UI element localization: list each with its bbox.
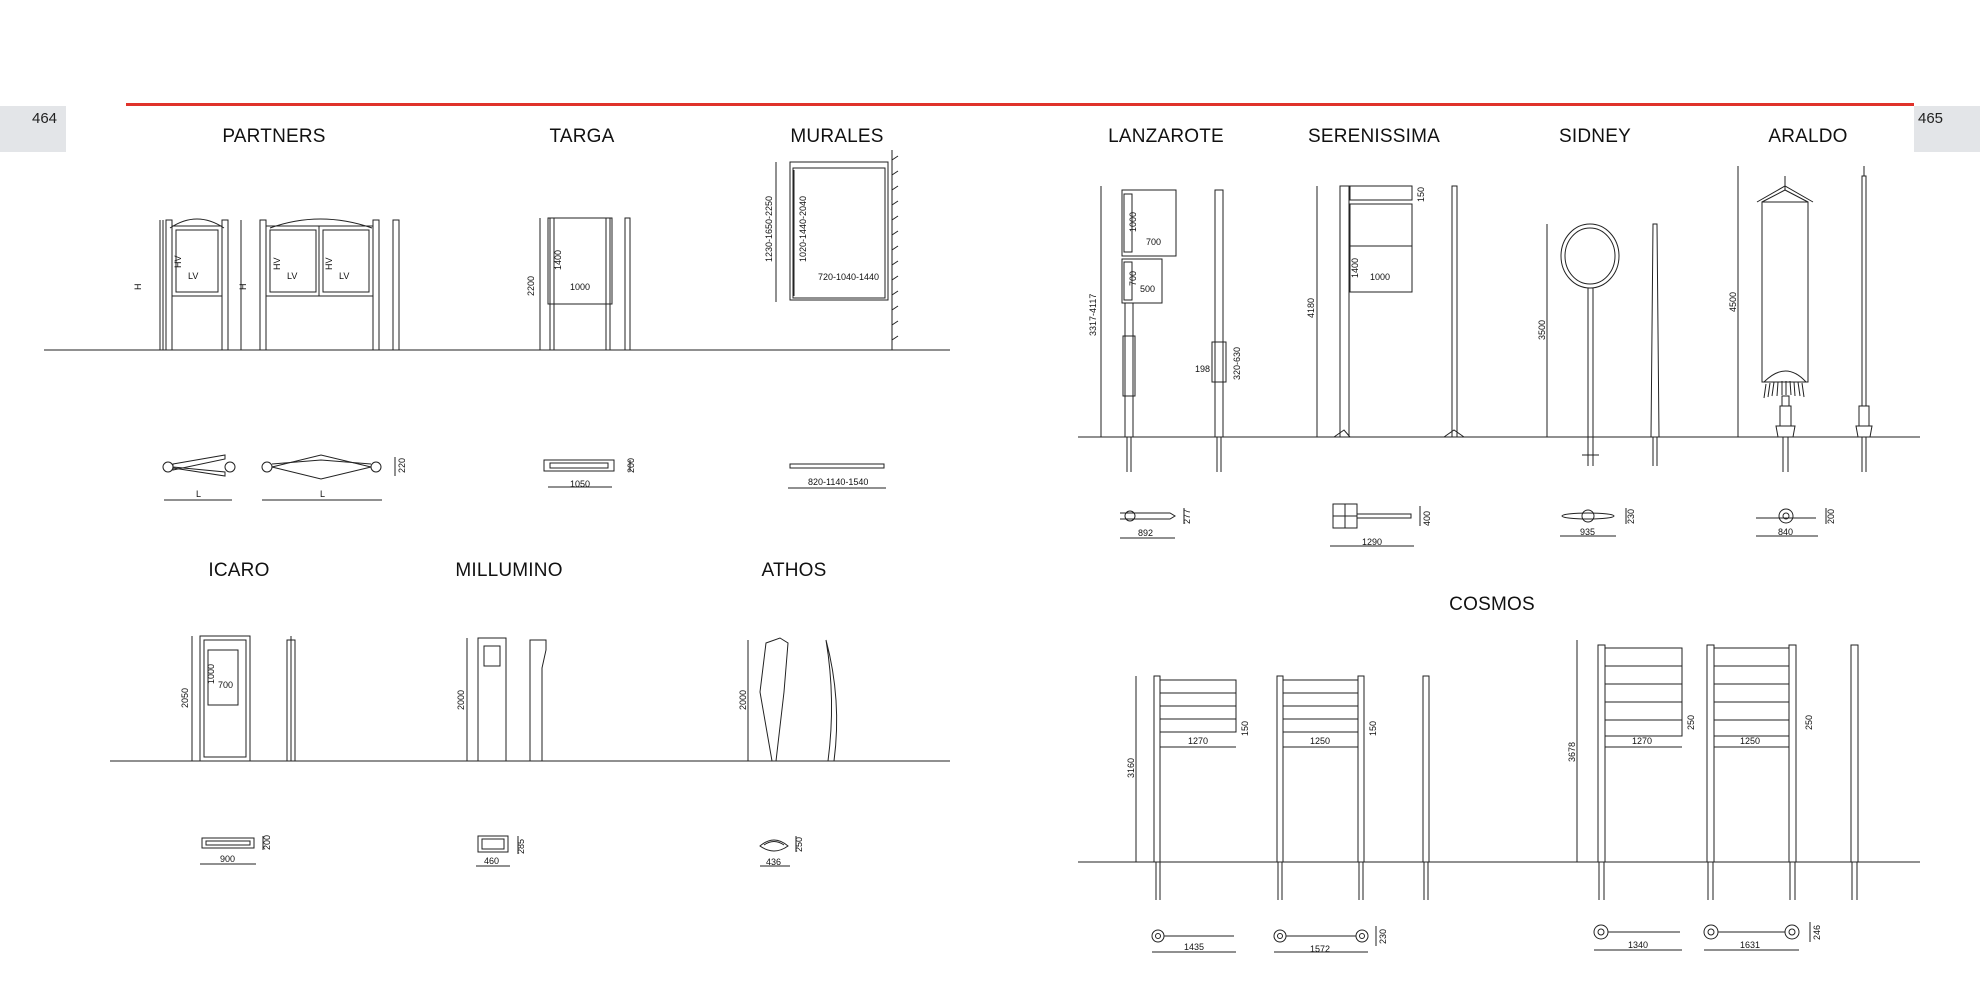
athos-dim-plan-w: 436	[766, 857, 782, 867]
icaro-dim-panel-w: 700	[218, 680, 234, 690]
targa-dim-height: 2200	[526, 275, 536, 296]
page-number-right: 465	[1914, 106, 1980, 152]
title-lanzarote: LANZAROTE	[1108, 126, 1224, 147]
millumino-elevation	[467, 638, 546, 761]
sidney-elevation	[1547, 224, 1659, 466]
partners-dim-lv3: LV	[339, 271, 350, 281]
murales-elevation	[776, 150, 898, 350]
cosmos-dim-d2: 150	[1368, 720, 1378, 736]
araldo-dim-plan-w: 840	[1778, 527, 1794, 537]
targa-dim-plan-w: 1050	[570, 479, 591, 489]
cosmos-dim-height2: 3678	[1567, 741, 1577, 762]
cosmos-dim-plan1: 1435	[1184, 942, 1205, 952]
partners-dim-lv2: LV	[287, 271, 298, 281]
page-number-left: 464	[0, 106, 66, 152]
cosmos-elevation	[1136, 640, 1858, 900]
cosmos-dim-plan2: 1572	[1310, 944, 1331, 954]
targa-dim-panel-h: 1400	[553, 249, 563, 270]
serenissima-dim-panel-w: 1000	[1370, 272, 1391, 282]
cosmos-dim-plan3: 1340	[1628, 940, 1649, 950]
title-athos: ATHOS	[761, 560, 827, 581]
serenissima-elevation	[1317, 186, 1464, 437]
lanzarote-dim-plan-w: 892	[1138, 528, 1154, 538]
sidney-dim-height: 3500	[1537, 319, 1547, 340]
lanzarote-dim-p1-h: 1000	[1128, 211, 1138, 232]
lanzarote-dim-plan-d: 277	[1182, 508, 1192, 524]
lanzarote-dim-p1-w: 700	[1146, 237, 1162, 247]
partners-dim-hv3: HV	[324, 257, 334, 270]
murales-dim-plan-w: 820-1140-1540	[808, 477, 869, 487]
millumino-dim-plan-w: 460	[484, 856, 500, 866]
araldo-elevation	[1738, 166, 1872, 472]
serenissima-dim-plan-w: 1290	[1362, 537, 1383, 547]
lanzarote-dim-p2-w: 500	[1140, 284, 1156, 294]
cosmos-dim-plan4: 1631	[1740, 940, 1761, 950]
serenissima-dim-panel-h: 1400	[1350, 257, 1360, 278]
partners-dim-h2: H	[238, 283, 248, 290]
title-icaro: ICARO	[208, 560, 270, 581]
cosmos-dim-w1: 1270	[1188, 736, 1209, 746]
icaro-dim-panel-h: 1000	[206, 663, 216, 684]
lanzarote-dim-box-h: 320-630	[1232, 346, 1242, 380]
athos-elevation	[748, 638, 837, 761]
title-araldo: ARALDO	[1768, 126, 1848, 147]
partners-dim-plan-l1: L	[196, 489, 202, 499]
partners-dim-plan-l2: L	[320, 489, 326, 499]
cosmos-dim-w2: 1250	[1310, 736, 1331, 746]
lanzarote-dim-box-w: 198	[1195, 364, 1211, 374]
lanzarote-dim-height: 3317-4117	[1088, 293, 1098, 336]
partners-dim-plan-depth: 220	[397, 457, 407, 473]
partners-dim-h1: H	[133, 283, 143, 290]
partners-elevation	[160, 219, 399, 350]
title-sidney: SIDNEY	[1559, 126, 1631, 147]
title-serenissima: SERENISSIMA	[1307, 126, 1441, 147]
cosmos-dim-d1: 150	[1240, 720, 1250, 736]
cosmos-dim-w3: 1270	[1632, 736, 1653, 746]
icaro-elevation	[192, 636, 295, 761]
araldo-dim-height: 4500	[1728, 291, 1738, 312]
title-targa: TARGA	[549, 126, 615, 147]
millumino-dim-height: 2000	[456, 689, 466, 710]
cosmos-plan	[1152, 922, 1810, 952]
title-millumino: MILLUMINO	[455, 560, 563, 581]
serenissima-dim-plan-d: 400	[1422, 510, 1432, 526]
targa-dim-panel-w: 1000	[570, 282, 591, 292]
partners-dim-lv1: LV	[188, 271, 199, 281]
cosmos-dim-d3: 250	[1686, 714, 1696, 730]
cosmos-dim-w4: 1250	[1740, 736, 1761, 746]
murales-dim-outer-h: 1230-1650-2250	[764, 195, 774, 262]
murales-dim-inner-w: 720-1040-1440	[818, 272, 880, 282]
title-cosmos: COSMOS	[1449, 594, 1535, 615]
title-murales: MURALES	[790, 126, 884, 147]
title-partners: PARTNERS	[222, 126, 326, 147]
cosmos-dim-plan2-d: 230	[1378, 928, 1388, 944]
cosmos-dim-height1: 3160	[1126, 757, 1136, 778]
sidney-dim-plan-w: 935	[1580, 527, 1596, 537]
partners-dim-hv2: HV	[272, 257, 282, 270]
murales-dim-inner-h: 1020-1440-2040	[798, 195, 808, 262]
icaro-dim-plan-d: 200	[262, 834, 272, 850]
partners-dim-hv1: HV	[173, 255, 183, 268]
icaro-dim-plan-w: 900	[220, 854, 236, 864]
icaro-dim-height: 2050	[180, 687, 190, 708]
athos-dim-plan-d: 250	[794, 836, 804, 852]
cosmos-dim-plan4-d: 246	[1812, 924, 1822, 940]
cosmos-dim-d4: 250	[1804, 714, 1814, 730]
lanzarote-dim-p2-h: 700	[1128, 270, 1138, 286]
sidney-dim-plan-d: 230	[1626, 508, 1636, 524]
athos-dim-height: 2000	[738, 689, 748, 710]
araldo-dim-plan-d: 200	[1826, 508, 1836, 524]
serenissima-dim-height: 4180	[1306, 297, 1316, 318]
lanzarote-elevation	[1101, 186, 1226, 472]
serenissima-dim-top-h: 150	[1416, 186, 1426, 202]
targa-dim-plan-d: 200	[626, 457, 636, 473]
millumino-dim-plan-d: 285	[516, 838, 526, 854]
